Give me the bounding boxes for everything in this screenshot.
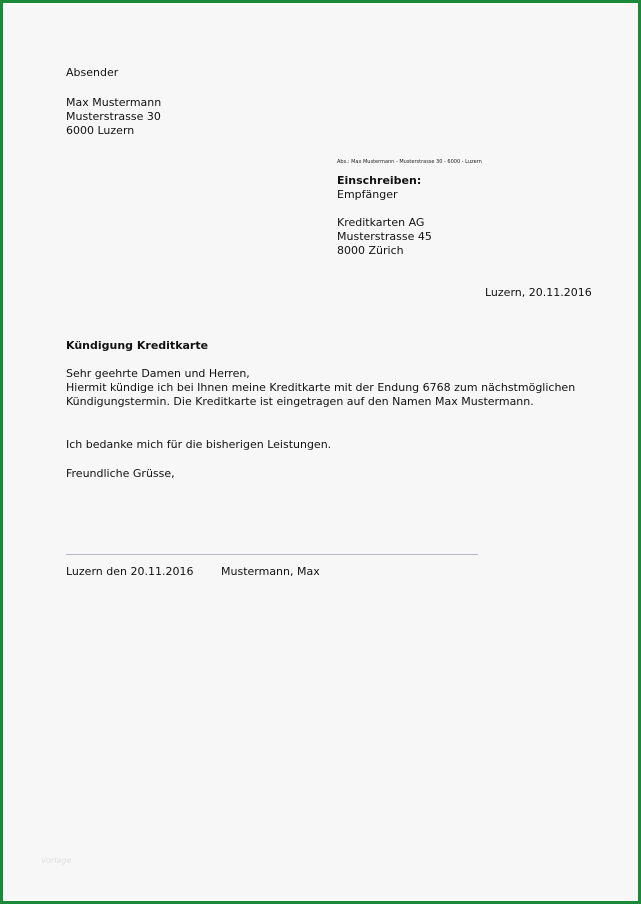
body-line-2: Kündigungstermin. Die Kreditkarte ist eingetragen auf den Namen Max Mustermann. <box>66 395 534 408</box>
sender-street: Musterstrasse 30 <box>66 110 161 123</box>
closing-line: Freundliche Grüsse, <box>66 467 175 480</box>
sender-city: 6000 Luzern <box>66 124 135 137</box>
recipient-company: Kreditkarten AG <box>337 216 425 229</box>
recipient-city: 8000 Zürich <box>337 244 404 257</box>
sender-name: Max Mustermann <box>66 96 162 109</box>
letter-subject: Kündigung Kreditkarte <box>66 339 209 352</box>
sender-block <box>66 66 161 138</box>
letter-body <box>66 367 575 409</box>
letter-date: Luzern, 20.11.2016 <box>485 286 592 299</box>
recipient-label: Empfänger <box>337 188 398 201</box>
sender-label: Absender <box>66 66 119 79</box>
body-line-1: Hiermit kündige ich bei Ihnen meine Kreditkarte mit der Endung 6768 zum nächstmöglichen <box>66 381 576 394</box>
signature-line <box>66 554 478 555</box>
return-address-line: Abs.: Max Mustermann - Musterstrasse 30 - 6000 - Luzern <box>337 159 482 165</box>
delivery-note: Einschreiben: <box>337 174 422 187</box>
recipient-street: Musterstrasse 45 <box>337 230 432 243</box>
signature-place-date: Luzern den 20.11.2016 <box>66 565 194 578</box>
thanks-line: Ich bedanke mich für die bisherigen Leistungen. <box>66 438 332 451</box>
signature-name: Mustermann, Max <box>221 565 320 578</box>
salutation: Sehr geehrte Damen und Herren, <box>66 367 250 380</box>
recipient-block <box>337 174 432 258</box>
watermark: Vorlage <box>41 856 72 865</box>
